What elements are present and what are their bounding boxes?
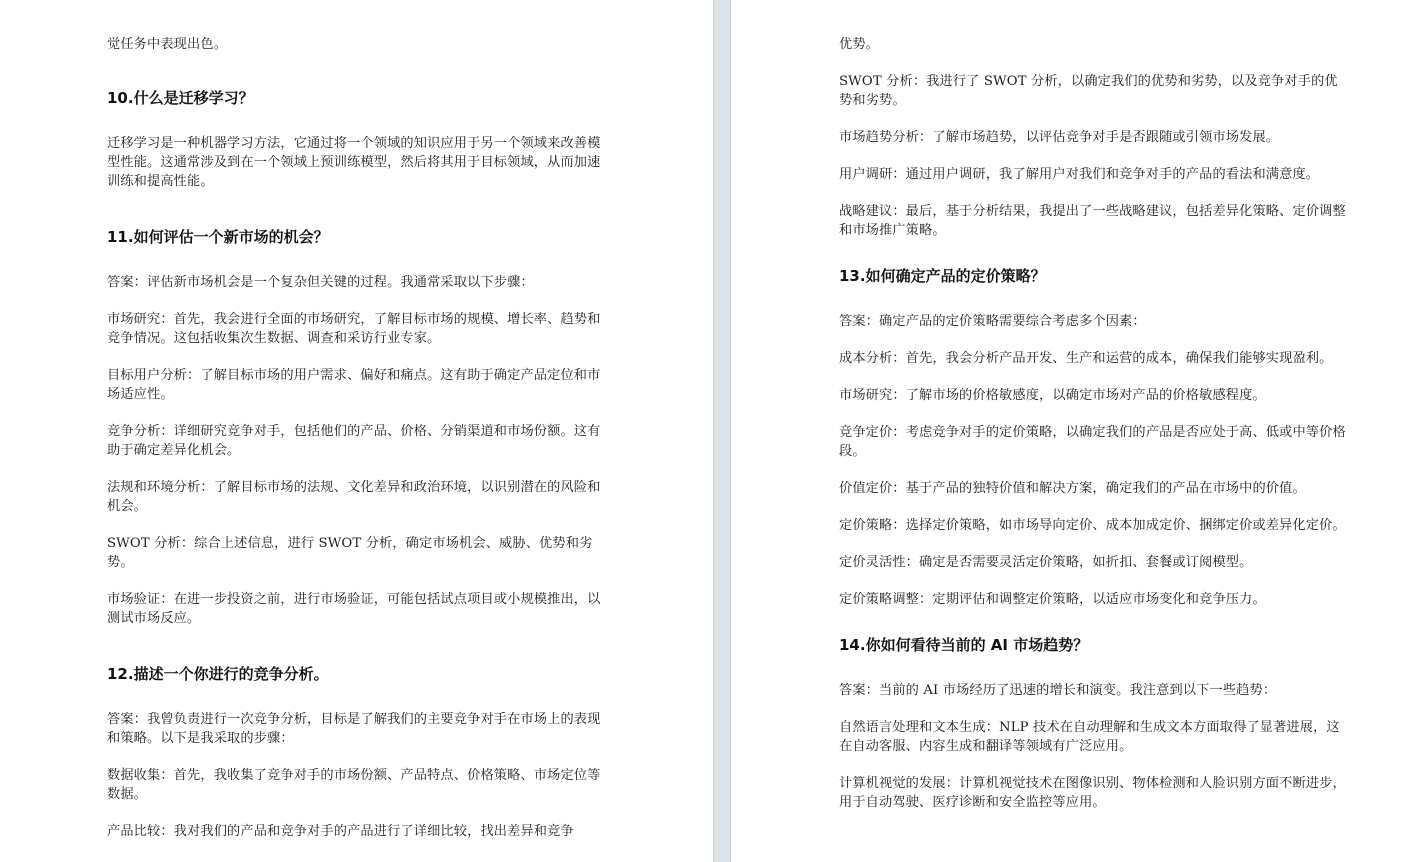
paragraph: 迁移学习是一种机器学习方法，它通过将一个领域的知识应用于另一个领域来改善模型性能。这通常涉及到在一个领域上预训练模型，然后将其用于目标领域，从而加速训练和提高性能。 <box>107 136 601 189</box>
paragraph: 目标用户分析：了解目标市场的用户需求、偏好和痛点。这有助于确定产品定位和市场适应性。 <box>107 368 601 402</box>
paragraph: 用户调研：通过用户调研，我了解用户对我们和竞争对手的产品的看法和满意度。 <box>839 167 1320 182</box>
paragraph: 竞争分析：详细研究竞争对手，包括他们的产品、价格、分销渠道和市场份额。这有助于确定差异化机会。 <box>107 424 601 458</box>
paragraph: 数据收集：首先，我收集了竞争对手的市场份额、产品特点、价格策略、市场定位等数据。 <box>107 768 601 802</box>
section-heading-12: 12.描述一个你进行的竞争分析。 <box>107 665 329 683</box>
paragraph: 答案：我曾负责进行一次竞争分析，目标是了解我们的主要竞争对手在市场上的表现和策略。以下是我采取的步骤： <box>107 712 601 746</box>
paragraph: 定价策略：选择定价策略，如市场导向定价、成本加成定价、捆绑定价或差异化定价。 <box>839 518 1346 533</box>
page-content <box>839 35 1349 830</box>
paragraph: 答案：评估新市场机会是一个复杂但关键的过程。我通常采取以下步骤： <box>107 275 534 290</box>
section-heading-11: 11.如何评估一个新市场的机会？ <box>107 228 329 246</box>
paragraph: 市场趋势分析：了解市场趋势，以评估竞争对手是否跟随或引领市场发展。 <box>839 130 1280 145</box>
document-page-right <box>731 0 1411 862</box>
paragraph: 竞争定价：考虑竞争对手的定价策略，以确定我们的产品是否应处于高、低或中等价格段。 <box>839 425 1346 459</box>
page-content <box>107 35 607 859</box>
paragraph: 价值定价：基于产品的独特价值和解决方案，确定我们的产品在市场中的价值。 <box>839 481 1306 496</box>
paragraph: 定价灵活性：确定是否需要灵活定价策略，如折扣、套餐或订阅模型。 <box>839 555 1253 570</box>
paragraph: SWOT 分析：我进行了 SWOT 分析，以确定我们的优势和劣势，以及竞争对手的优势和劣势。 <box>839 74 1338 108</box>
paragraph: 战略建议：最后，基于分析结果，我提出了一些战略建议，包括差异化策略、定价调整和市场推广策略。 <box>839 204 1346 238</box>
section-heading-10: 10.什么是迁移学习？ <box>107 89 254 107</box>
paragraph: 定价策略调整：定期评估和调整定价策略，以适应市场变化和竞争压力。 <box>839 592 1266 607</box>
section-heading-13: 13.如何确定产品的定价策略？ <box>839 267 1046 285</box>
paragraph: SWOT 分析：综合上述信息，进行 SWOT 分析，确定市场机会、威胁、优势和劣势。 <box>107 536 593 570</box>
paragraph: 市场研究：首先，我会进行全面的市场研究，了解目标市场的规模、增长率、趋势和竞争情况。这包括收集次生数据、调查和采访行业专家。 <box>107 312 601 346</box>
paragraph: 答案：当前的 AI 市场经历了迅速的增长和演变。我注意到以下一些趋势： <box>839 683 1277 698</box>
section-heading-14: 14.你如何看待当前的 AI 市场趋势？ <box>839 636 1089 654</box>
paragraph: 优势。 <box>839 37 880 52</box>
paragraph: 计算机视觉的发展：计算机视觉技术在图像识别、物体检测和人脸识别方面不断进步，用于自动驾驶、医疗诊断和安全监控等应用。 <box>839 776 1346 810</box>
paragraph: 成本分析：首先，我会分析产品开发、生产和运营的成本，确保我们能够实现盈利。 <box>839 351 1333 366</box>
paragraph: 觉任务中表现出色。 <box>107 37 228 52</box>
paragraph: 自然语言处理和文本生成：NLP 技术在自动理解和生成文本方面取得了显著进展，这在自动客服、内容生成和翻译等领域有广泛应用。 <box>839 720 1340 754</box>
paragraph: 市场验证：在进一步投资之前，进行市场验证，可能包括试点项目或小规模推出，以测试市场反应。 <box>107 592 601 626</box>
paragraph: 答案：确定产品的定价策略需要综合考虑多个因素： <box>839 314 1146 329</box>
paragraph: 市场研究：了解市场的价格敏感度，以确定市场对产品的价格敏感程度。 <box>839 388 1266 403</box>
page-gap <box>713 0 731 862</box>
paragraph: 产品比较：我对我们的产品和竞争对手的产品进行了详细比较，找出差异和竞争 <box>107 824 574 839</box>
paragraph: 法规和环境分析：了解目标市场的法规、文化差异和政治环境，以识别潜在的风险和机会。 <box>107 480 601 514</box>
